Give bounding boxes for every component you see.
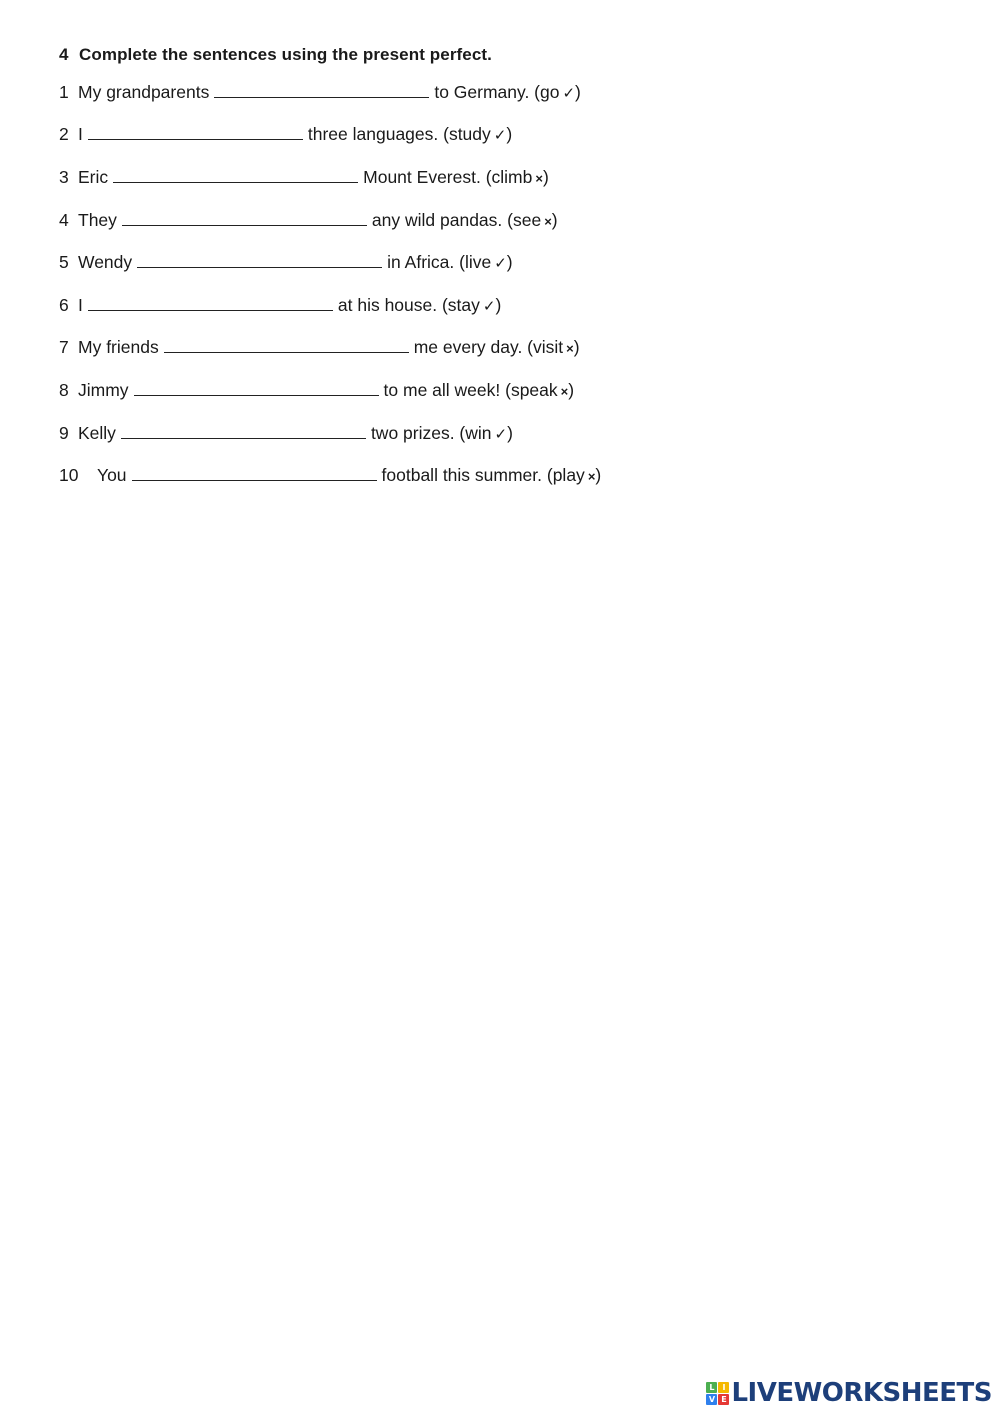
answer-blank[interactable]: [164, 335, 409, 353]
exercise-item: [59, 421, 513, 446]
answer-blank[interactable]: [137, 250, 382, 268]
live-blocks-icon: [706, 1382, 729, 1405]
sentence-end: at his house. (stay: [337, 295, 480, 315]
close-paren: ): [551, 210, 558, 230]
check-icon: ✓: [494, 426, 508, 443]
sentence-start: I: [78, 295, 83, 315]
sentence-end: two prizes. (win: [370, 423, 492, 443]
item-number: 8: [59, 380, 69, 400]
cross-icon: ×: [535, 171, 543, 186]
item-number: 2: [59, 124, 69, 144]
sentence-end: any wild pandas. (see: [371, 210, 542, 230]
answer-blank[interactable]: [134, 378, 379, 396]
exercise-item: [59, 378, 574, 403]
cross-icon: ×: [544, 214, 552, 229]
logo-block-v: V: [706, 1394, 717, 1405]
item-number: 5: [59, 252, 69, 272]
close-paren: ): [575, 82, 581, 102]
check-icon: ✓: [494, 255, 507, 272]
logo-block-e: E: [718, 1394, 729, 1405]
exercise-number: 4: [59, 45, 69, 64]
answer-blank[interactable]: [88, 293, 333, 311]
close-paren: ): [573, 337, 580, 357]
exercise-item: [59, 463, 601, 488]
answer-blank[interactable]: [113, 165, 358, 183]
exercise-item: [59, 80, 581, 105]
logo-block-l: L: [706, 1382, 717, 1393]
sentence-start: They: [78, 210, 117, 230]
item-number: 6: [59, 295, 69, 315]
answer-blank[interactable]: [122, 208, 367, 226]
item-number: 4: [59, 210, 69, 230]
check-icon: ✓: [562, 85, 576, 102]
logo-text: LIVEWORKSHEETS: [731, 1378, 992, 1408]
answer-blank[interactable]: [88, 122, 303, 140]
check-icon: ✓: [493, 127, 507, 144]
item-number: 9: [59, 423, 69, 443]
sentence-end: in Africa. (live: [387, 252, 492, 272]
close-paren: ): [506, 124, 513, 144]
sentence-start: My friends: [78, 337, 159, 357]
close-paren: ): [506, 252, 513, 272]
sentence-end: football this summer. (play: [381, 465, 585, 485]
item-number: 7: [59, 337, 69, 357]
sentence-start: Wendy: [78, 252, 133, 272]
sentence-end: to me all week! (speak: [383, 380, 558, 400]
sentence-end: three languages. (study: [307, 124, 491, 144]
cross-icon: ×: [560, 384, 569, 399]
sentence-end: to Germany. (go: [434, 82, 560, 102]
item-number: 3: [59, 167, 69, 187]
exercise-title: [59, 45, 492, 65]
liveworksheets-logo: [706, 1379, 992, 1407]
exercise-item: [59, 122, 512, 147]
exercise-instruction: Complete the sentences using the present perfect.: [79, 45, 492, 64]
exercise-item: [59, 335, 580, 360]
answer-blank[interactable]: [214, 80, 429, 98]
answer-blank[interactable]: [132, 463, 377, 481]
check-icon: ✓: [482, 298, 496, 315]
item-number: 10: [59, 465, 79, 485]
logo-block-i: I: [718, 1382, 729, 1393]
close-paren: ): [507, 423, 513, 443]
sentence-start: Eric: [78, 167, 109, 187]
cross-icon: ×: [587, 469, 596, 484]
close-paren: ): [495, 295, 502, 315]
sentence-start: My grandparents: [78, 82, 210, 102]
close-paren: ): [568, 380, 575, 400]
sentence-start: Kelly: [78, 423, 116, 443]
close-paren: ): [595, 465, 602, 485]
sentence-end: me every day. (visit: [413, 337, 564, 357]
sentence-start: You: [97, 465, 127, 485]
exercise-item: [59, 208, 558, 233]
exercise-item: [59, 293, 501, 318]
answer-blank[interactable]: [121, 421, 366, 439]
item-number: 1: [59, 82, 69, 102]
exercise-item: [59, 165, 549, 190]
sentence-end: Mount Everest. (climb: [363, 167, 533, 187]
sentence-start: I: [78, 124, 83, 144]
close-paren: ): [542, 167, 549, 187]
exercise-item: [59, 250, 513, 275]
sentence-start: Jimmy: [78, 380, 129, 400]
cross-icon: ×: [566, 341, 574, 356]
